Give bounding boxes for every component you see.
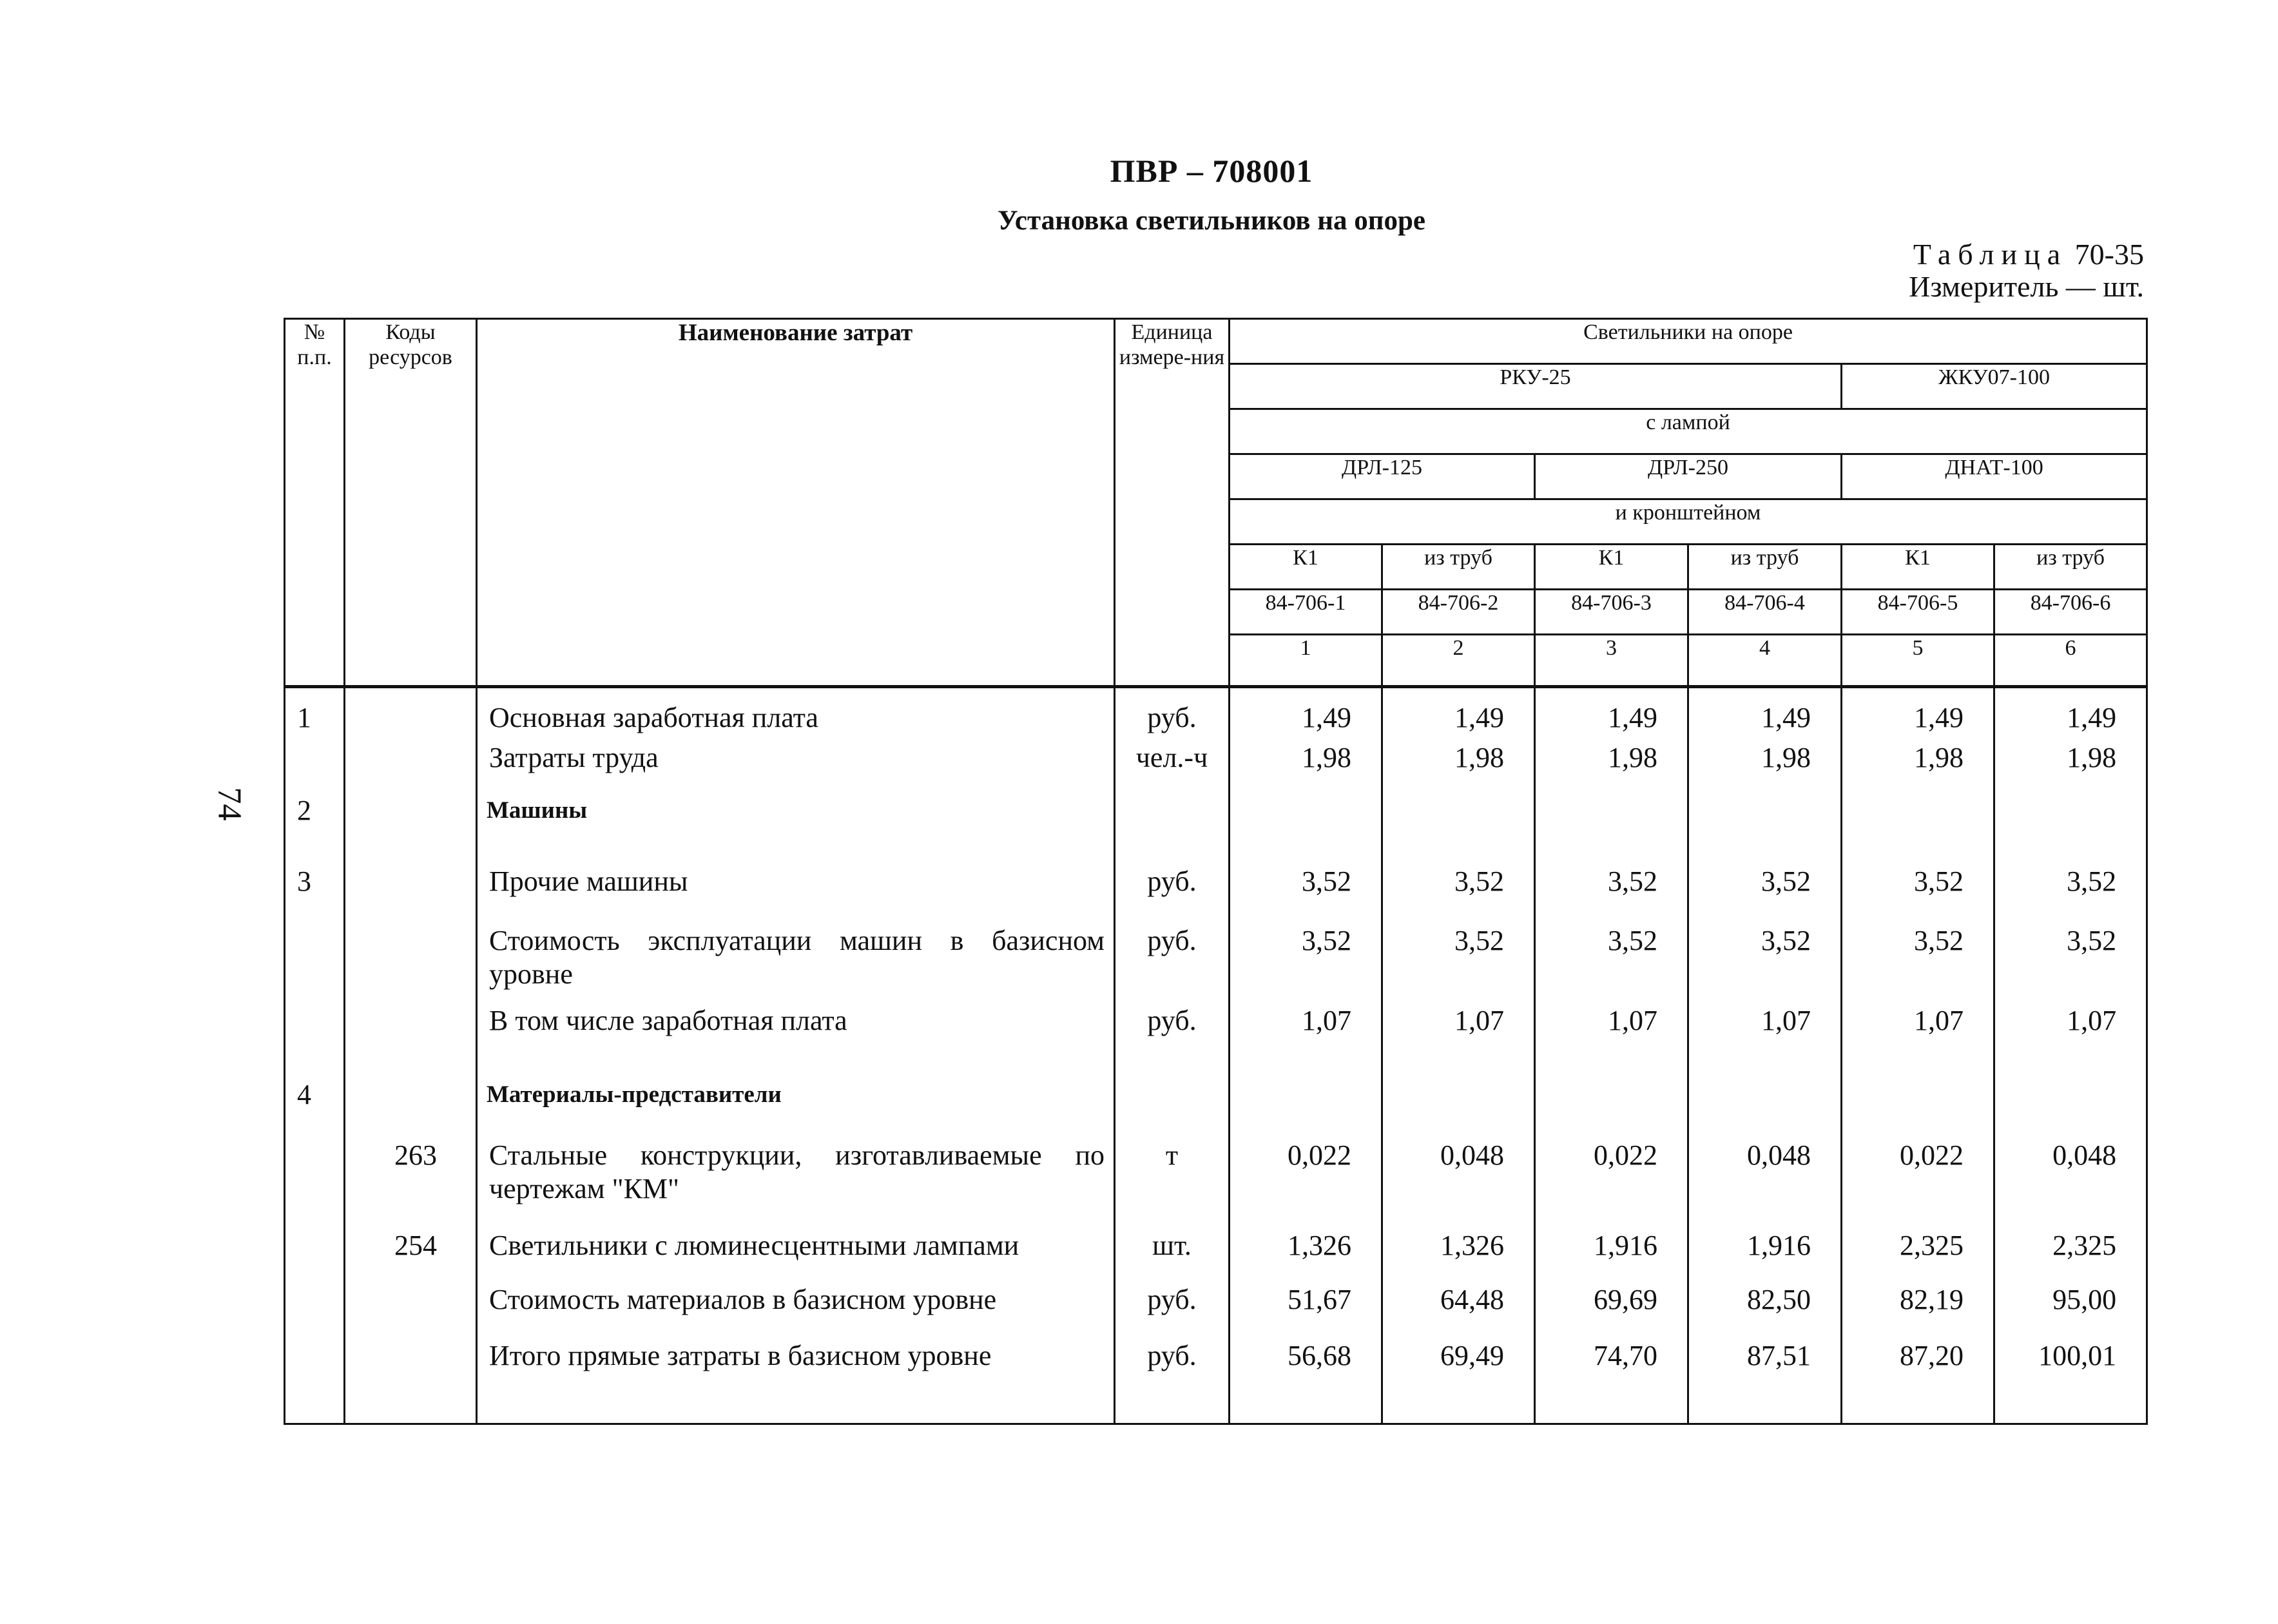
value-cell: 1,98	[1535, 740, 1688, 780]
table-row	[285, 1065, 2147, 1127]
cost-name: Стоимость эксплуатации машин в базисном уровне	[477, 914, 1115, 991]
value-cell: 1,916	[1688, 1223, 1842, 1274]
table-row	[285, 914, 2147, 991]
value-cell	[1535, 780, 1688, 852]
value-cell	[1994, 1065, 2147, 1127]
page-number: 74	[211, 787, 248, 821]
header-num: № п.п.	[285, 319, 345, 687]
header-code: 84-706-2	[1382, 590, 1535, 635]
cost-name: Прочие машины	[477, 852, 1115, 914]
row-number	[285, 1127, 345, 1223]
header-variant: К1	[1842, 545, 1994, 590]
value-cell: 0,048	[1688, 1127, 1842, 1223]
cost-name: Светильники с люминесцентными лампами	[477, 1223, 1115, 1274]
value-cell	[1688, 780, 1842, 852]
row-number: 2	[285, 780, 345, 852]
value-cell: 3,52	[1535, 914, 1688, 991]
header-code: 84-706-1	[1230, 590, 1382, 635]
value-cell: 1,07	[1842, 991, 1994, 1065]
row-number	[285, 1274, 345, 1331]
value-cell: 0,022	[1842, 1127, 1994, 1223]
table-label-word: Таблица	[1913, 238, 2068, 271]
header-row-1	[285, 319, 2147, 364]
section-heading: Материалы-представители	[477, 1065, 1115, 1127]
value-cell: 3,52	[1230, 914, 1382, 991]
table-number-label	[1913, 237, 2144, 271]
table-row	[285, 1274, 2147, 1331]
value-cell: 3,52	[1994, 914, 2147, 991]
section-heading: Машины	[477, 780, 1115, 852]
unit-of-measure: руб.	[1115, 852, 1230, 914]
value-cell: 69,69	[1535, 1274, 1688, 1331]
cost-name: Итого прямые затраты в базисном уровне	[477, 1331, 1115, 1424]
header-type-rku: РКУ-25	[1230, 364, 1842, 409]
header-col-number: 5	[1842, 635, 1994, 687]
measurer-label: Измеритель — шт.	[1909, 270, 2144, 303]
cost-name: Основная заработная плата	[477, 688, 1115, 740]
unit-of-measure: руб.	[1115, 1274, 1230, 1331]
value-cell: 1,49	[1688, 688, 1842, 740]
cost-name: В том числе заработная плата	[477, 991, 1115, 1065]
row-number	[285, 1223, 345, 1274]
value-cell: 3,52	[1842, 852, 1994, 914]
value-cell	[1230, 1065, 1382, 1127]
value-cell: 95,00	[1994, 1274, 2147, 1331]
unit-of-measure	[1115, 780, 1230, 852]
resource-code	[345, 852, 477, 914]
header-variant: из труб	[1994, 545, 2147, 590]
value-cell: 1,49	[1842, 688, 1994, 740]
value-cell	[1230, 780, 1382, 852]
value-cell: 1,916	[1535, 1223, 1688, 1274]
table-row	[285, 688, 2147, 740]
value-cell: 3,52	[1842, 914, 1994, 991]
header-lamp-drl125: ДРЛ-125	[1230, 454, 1535, 499]
value-cell: 69,49	[1382, 1331, 1535, 1424]
row-number: 4	[285, 1065, 345, 1127]
value-cell	[1382, 780, 1535, 852]
row-number	[285, 740, 345, 780]
value-cell	[1382, 1065, 1535, 1127]
value-cell: 1,49	[1535, 688, 1688, 740]
value-cell: 2,325	[1842, 1223, 1994, 1274]
value-cell	[1688, 1065, 1842, 1127]
table-row	[285, 1223, 2147, 1274]
header-group: Светильники на опоре	[1230, 319, 2147, 364]
value-cell: 0,022	[1535, 1127, 1688, 1223]
header-variant: К1	[1230, 545, 1382, 590]
resource-code	[345, 780, 477, 852]
header-codes: Коды ресурсов	[345, 319, 477, 687]
resource-code	[345, 688, 477, 740]
value-cell: 1,07	[1230, 991, 1382, 1065]
value-cell: 3,52	[1382, 914, 1535, 991]
unit-of-measure	[1115, 1065, 1230, 1127]
value-cell: 1,326	[1230, 1223, 1382, 1274]
value-cell: 1,49	[1994, 688, 2147, 740]
table-row	[285, 991, 2147, 1065]
value-cell: 64,48	[1382, 1274, 1535, 1331]
resource-code	[345, 1065, 477, 1127]
header-variant: из труб	[1382, 545, 1535, 590]
value-cell: 3,52	[1535, 852, 1688, 914]
table-row	[285, 1127, 2147, 1223]
value-cell	[1535, 1065, 1688, 1127]
value-cell: 3,52	[1688, 914, 1842, 991]
header-lamp-dnat100: ДНАТ-100	[1842, 454, 2147, 499]
cost-table	[284, 318, 2148, 1425]
header-unit: Единица измере-ния	[1115, 319, 1230, 687]
header-code: 84-706-4	[1688, 590, 1842, 635]
resource-code: 263	[345, 1127, 477, 1223]
table-row	[285, 740, 2147, 780]
value-cell: 3,52	[1382, 852, 1535, 914]
resource-code	[345, 991, 477, 1065]
row-number	[285, 1331, 345, 1424]
resource-code	[345, 1331, 477, 1424]
value-cell: 74,70	[1535, 1331, 1688, 1424]
value-cell: 1,98	[1994, 740, 2147, 780]
row-number: 3	[285, 852, 345, 914]
value-cell: 3,52	[1230, 852, 1382, 914]
value-cell: 2,325	[1994, 1223, 2147, 1274]
header-lamp-drl250: ДРЛ-250	[1535, 454, 1842, 499]
value-cell: 1,49	[1230, 688, 1382, 740]
value-cell: 1,98	[1688, 740, 1842, 780]
header-type-zhku: ЖКУ07-100	[1842, 364, 2147, 409]
value-cell	[1994, 780, 2147, 852]
resource-code	[345, 914, 477, 991]
value-cell: 1,326	[1382, 1223, 1535, 1274]
unit-of-measure: т	[1115, 1127, 1230, 1223]
value-cell: 0,048	[1382, 1127, 1535, 1223]
value-cell	[1842, 1065, 1994, 1127]
header-col-number: 6	[1994, 635, 2147, 687]
row-number: 1	[285, 688, 345, 740]
resource-code	[345, 1274, 477, 1331]
header-bracket-label: и кронштейном	[1230, 499, 2147, 545]
row-number	[285, 914, 345, 991]
header-name: Наименование затрат	[477, 319, 1115, 687]
resource-code	[345, 740, 477, 780]
resource-code: 254	[345, 1223, 477, 1274]
header-col-number: 4	[1688, 635, 1842, 687]
header-col-number: 1	[1230, 635, 1382, 687]
header-code: 84-706-3	[1535, 590, 1688, 635]
table-row	[285, 780, 2147, 852]
value-cell: 0,022	[1230, 1127, 1382, 1223]
value-cell	[1842, 780, 1994, 852]
unit-of-measure: чел.-ч	[1115, 740, 1230, 780]
cost-name: Стальные конструкции, изготавливаемые по чертежам "КМ"	[477, 1127, 1115, 1223]
table-row	[285, 852, 2147, 914]
value-cell: 56,68	[1230, 1331, 1382, 1424]
value-cell: 87,51	[1688, 1331, 1842, 1424]
document-code: ПВР – 708001	[1110, 153, 1313, 189]
cost-name: Стоимость материалов в базисном уровне	[477, 1274, 1115, 1331]
value-cell: 1,98	[1382, 740, 1535, 780]
unit-of-measure: руб.	[1115, 991, 1230, 1065]
value-cell: 3,52	[1688, 852, 1842, 914]
header-variant: К1	[1535, 545, 1688, 590]
value-cell: 1,98	[1842, 740, 1994, 780]
value-cell: 51,67	[1230, 1274, 1382, 1331]
value-cell: 1,98	[1230, 740, 1382, 780]
header-variant: из труб	[1688, 545, 1842, 590]
table-body	[285, 688, 2147, 1424]
cost-name: Затраты труда	[477, 740, 1115, 780]
value-cell: 1,49	[1382, 688, 1535, 740]
row-number	[285, 991, 345, 1065]
unit-of-measure: руб.	[1115, 1331, 1230, 1424]
value-cell: 1,07	[1535, 991, 1688, 1065]
unit-of-measure: руб.	[1115, 914, 1230, 991]
value-cell: 1,07	[1382, 991, 1535, 1065]
value-cell: 1,07	[1688, 991, 1842, 1065]
header-lamp-label: с лампой	[1230, 409, 2147, 454]
document-title: Установка светильников на опоре	[997, 206, 1426, 236]
header-code: 84-706-5	[1842, 590, 1994, 635]
value-cell: 3,52	[1994, 852, 2147, 914]
value-cell: 100,01	[1994, 1331, 2147, 1424]
value-cell: 87,20	[1842, 1331, 1994, 1424]
value-cell: 0,048	[1994, 1127, 2147, 1223]
table-row	[285, 1331, 2147, 1424]
unit-of-measure: шт.	[1115, 1223, 1230, 1274]
value-cell: 82,50	[1688, 1274, 1842, 1331]
header-col-number: 2	[1382, 635, 1535, 687]
unit-of-measure: руб.	[1115, 688, 1230, 740]
header-col-number: 3	[1535, 635, 1688, 687]
table-number: 70-35	[2074, 238, 2144, 271]
value-cell: 1,07	[1994, 991, 2147, 1065]
header-code: 84-706-6	[1994, 590, 2147, 635]
value-cell: 82,19	[1842, 1274, 1994, 1331]
